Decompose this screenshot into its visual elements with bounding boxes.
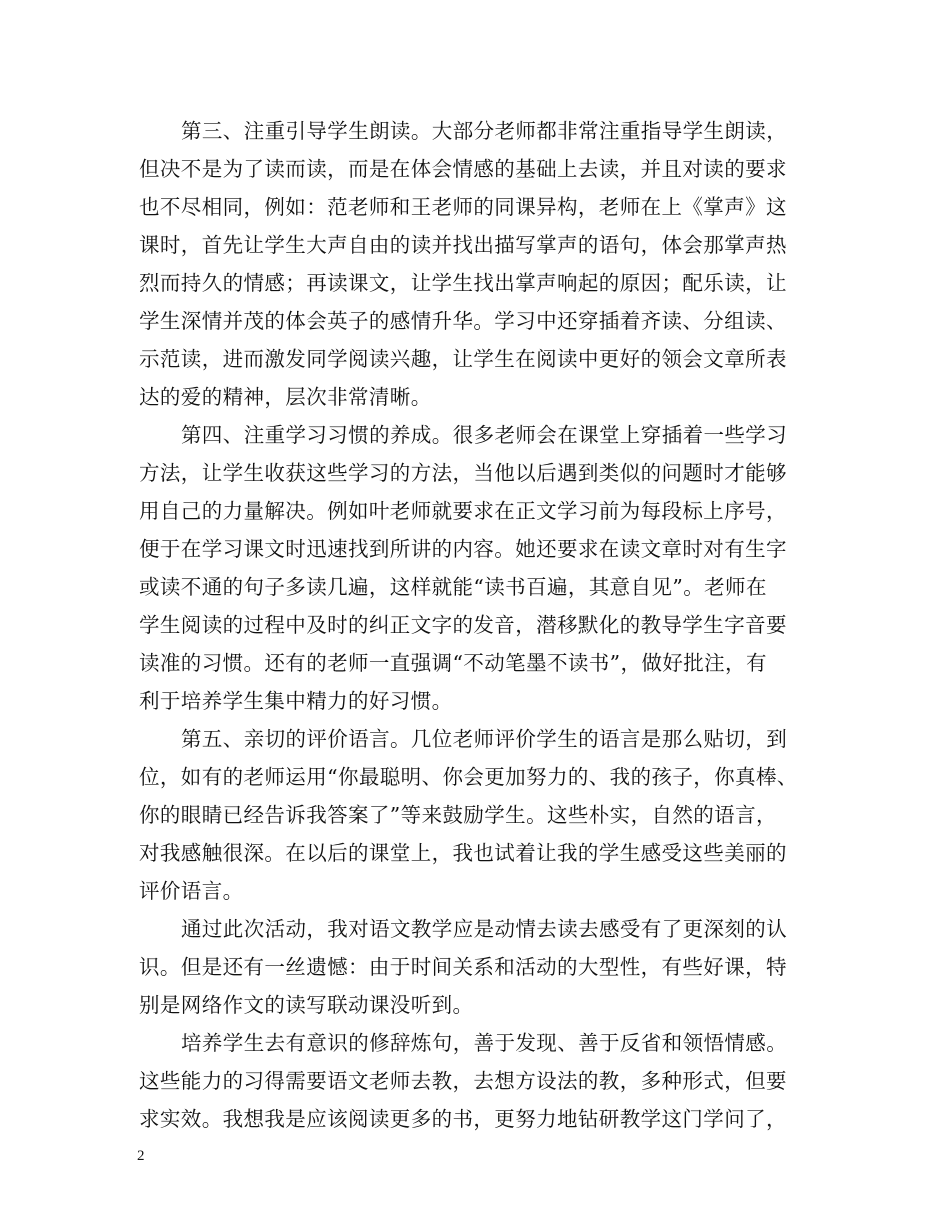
text-line: 你的眼睛已经告诉我答案了”等来鼓励学生。这些朴实，自然的语言， (139, 803, 777, 827)
text-line: 学生阅读的过程中及时的纠正文字的发音，潜移默化的教导学生字音要 (139, 613, 787, 637)
text-line: 位，如有的老师运用“你最聪明、你会更加努力的、我的孩子，你真棒、 (139, 765, 798, 789)
text-line: 求实效。我想我是应该阅读更多的书，更努力地钻研教学这门学问了， (139, 1107, 787, 1131)
text-line: 便于在学习课文时迅速找到所讲的内容。她还要求在读文章时对有生字 (139, 537, 787, 561)
text-line: 第四、注重学习习惯的养成。很多老师会在课堂上穿插着一些学习 (181, 423, 788, 447)
text-line: 评价语言。 (139, 879, 244, 903)
text-line: 但决不是为了读而读，而是在体会情感的基础上去读，并且对读的要求 (139, 157, 787, 181)
text-line: 课时，首先让学生大声自由的读并找出描写掌声的语句，体会那掌声热 (139, 233, 787, 257)
page-number: 2 (137, 1148, 145, 1164)
text-line: 这些能力的习得需要语文老师去教，去想方设法的教，多种形式，但要 (139, 1069, 787, 1093)
text-line: 烈而持久的情感；再读课文，让学生找出掌声响起的原因；配乐读，让 (139, 271, 787, 295)
text-line: 第五、亲切的评价语言。几位老师评价学生的语言是那么贴切，到 (181, 727, 788, 751)
text-line: 用自己的力量解决。例如叶老师就要求在正文学习前为每段标上序号， (139, 499, 787, 523)
text-line: 识。但是还有一丝遗憾：由于时间关系和活动的大型性，有些好课，特 (139, 955, 787, 979)
text-line: 通过此次活动，我对语文教学应是动情去读去感受有了更深刻的认 (181, 917, 788, 941)
text-line: 第三、注重引导学生朗读。大部分老师都非常注重指导学生朗读， (181, 119, 788, 143)
text-line: 或读不通的句子多读几遍，这样就能“读书百遍，其意自见”。老师在 (139, 575, 767, 599)
text-line: 也不尽相同，例如：范老师和王老师的同课异构，老师在上《掌声》这 (139, 195, 787, 219)
text-line: 别是网络作文的读写联动课没听到。 (139, 993, 474, 1017)
text-line: 读准的习惯。还有的老师一直强调“不动笔墨不读书”，做好批注，有 (139, 651, 767, 675)
text-line: 培养学生去有意识的修辞炼句，善于发现、善于反省和领悟情感。 (181, 1031, 788, 1055)
text-line: 对我感触很深。在以后的课堂上，我也试着让我的学生感受这些美丽的 (139, 841, 787, 865)
text-line: 方法，让学生收获这些学习的方法，当他以后遇到类似的问题时才能够 (139, 461, 787, 485)
text-line: 达的爱的精神，层次非常清晰。 (139, 385, 432, 409)
text-line: 利于培养学生集中精力的好习惯。 (139, 689, 453, 713)
text-line: 学生深情并茂的体会英子的感情升华。学习中还穿插着齐读、分组读、 (139, 309, 787, 333)
text-line: 示范读，进而激发同学阅读兴趣，让学生在阅读中更好的领会文章所表 (139, 347, 787, 371)
